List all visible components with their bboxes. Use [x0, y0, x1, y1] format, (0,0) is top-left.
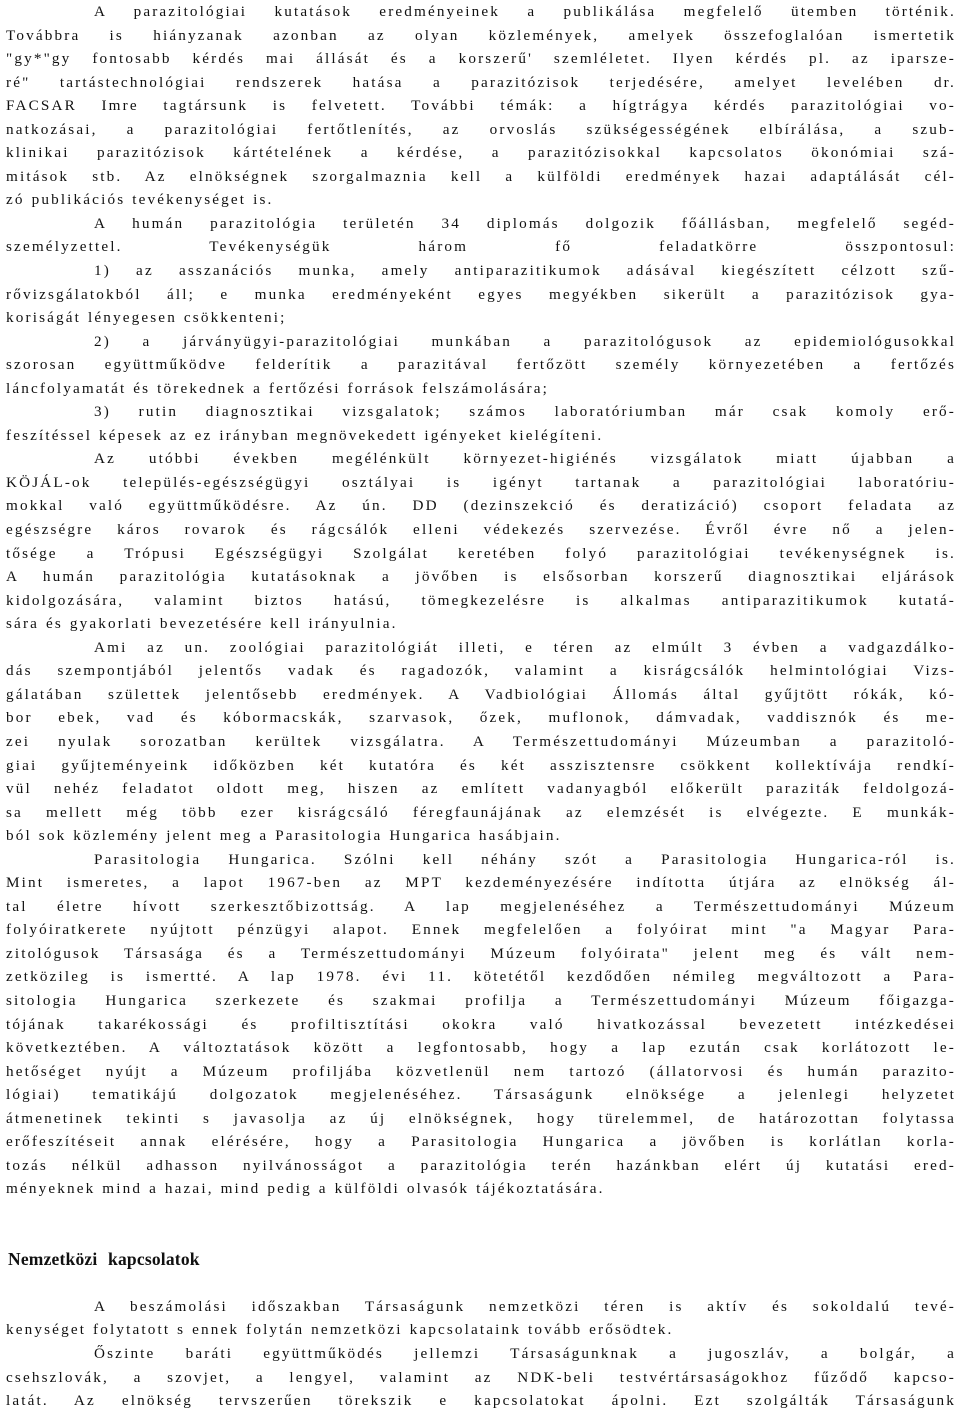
text-line: Mint ismeretes, a lapot 1967-ben az MPT kezdeményezésére indította útjára az elnökség ál- — [6, 874, 956, 892]
text-line: átmenetinek tekinti s javasolja az új elnökségnek, hogy türelemmel, de határozottan folytassa — [6, 1109, 956, 1127]
text-line: "gy*"gy fontosabb kérdés mai állását és a korszerű' szemléletet. Ilyen kérdés pl. az iparsze- — [6, 50, 956, 68]
text-line: Őszinte baráti együttműködés jellemzi Társaságunknak a jugoszláv, a bolgár, a — [94, 1344, 956, 1362]
text-line: lógiai) tematikájú dolgozatok megjelenéséhez. Társaságunk elnöksége a jelenlegi helyzetet — [6, 1086, 956, 1104]
text-line: Ami az un. zoológiai parazitológiát illeti, e téren az elmúlt 3 évben a vadgazdálko- — [94, 638, 956, 656]
text-line: latát. Az elnökség tervszerűen törekszik e kapcsolatokat ápolni. Ezt szolgálták Társaságunk — [6, 1392, 956, 1410]
text-line: Az utóbbi években megélénkült környezet-higiénés vizsgálatok miatt újabban a — [94, 450, 956, 468]
text-line: tozás nélkül adhasson nyilvánosságot a parazitológia terén hazánkban elért új kutatási ered- — [6, 1156, 956, 1174]
text-line: gálatában születtek jelentősebb eredmények. A Vadbiológiai Állomás által gyűjtött rókák, kó- — [6, 685, 956, 703]
text-line: feszítéssel képesek az ez irányban megnövekedett igényeket kielégíteni. — [6, 426, 604, 444]
text-line: sitologia Hungarica szerkezete és szakmai profilja a Természettudományi Múzeum főigazga- — [6, 991, 956, 1009]
text-line: mitások stb. Az elnökségnek szorgalmaznia kell a külföldi eredmények hazai adaptálását cél- — [6, 167, 956, 185]
text-line: A humán parazitológia területén 34 diplomás dolgozik főállásban, megfelelő segéd- — [94, 214, 956, 232]
text-line: Továbbra is hiányzanak azonban az olyan közlemények, amelyek összefoglalóan ismertetik — [6, 26, 956, 44]
text-line: A humán parazitológia kutatásoknak a jövőben is elsősorban korszerű diagnosztikai eljárások — [6, 568, 956, 586]
text-line: rővizsgálatokból áll; e munka eredményeként egyes megyékben sikerült a parazitózisok gya- — [6, 285, 956, 303]
text-line: 1) az asszanációs munka, amely antiparazitikumok adásával kiegészített célzott szű- — [94, 262, 956, 280]
text-line: ré" tartástechnológiai rendszerek hatása a parazitózisok terjedésére, amelyet levelében dr. — [6, 73, 956, 91]
text-line: KÖJÁL-ok település-egészségügyi osztályai is igényt tartanak a parazitológiai laboratóriu- — [6, 473, 956, 491]
text-line: Parasitologia Hungarica. Szólni kell néhány szót a Parasitologia Hungarica-ról is. — [94, 850, 956, 868]
text-line: csehszlovák, a szovjet, a lengyel, valamint az NDK-beli testvértársaságokhoz fűződő kapcso- — [6, 1368, 956, 1386]
text-line: vül nehéz feladatot oldott meg, hiszen az említett vadanyagból előkerült paraziták feldolgozá- — [6, 780, 956, 798]
text-line: dás szempontjából jelentős vadak és ragadozók, valamint a kisrágcsálók helmintológiai Vizs- — [6, 662, 956, 680]
text-line: zetközileg is ismertté. A lap 1978. évi 11. kötetétől kezdődően némileg megváltozott a Para- — [6, 968, 956, 986]
document-text — [6, 0, 956, 1413]
text-line: kenységet folytatott s ennek folytán nemzetközi kapcsolataink tovább erősödtek. — [6, 1321, 674, 1339]
text-line: mokkal való együttműködésre. Az ún. DD (dezinszekció és deratizáció) csoport feladata az — [6, 497, 956, 515]
text-line: sára és gyakorlati bevezetésére kell irányulnia. — [6, 615, 398, 633]
text-line: következtében. A változtatások között a legfontosabb, hogy a lap ezután csak korlátozott le- — [6, 1039, 956, 1057]
text-line: szorosan együttműködve felderítik a parazitával fertőzött személy környezetében a fertőzés — [6, 356, 956, 374]
text-line: zitológusok Társasága és a Természettudományi Múzeum folyóirata" jelent meg és vált nem- — [6, 944, 956, 962]
text-line: A beszámolási időszakban Társaságunk nemzetközi téren is aktív és sokoldalú tevé- — [94, 1297, 956, 1315]
text-line: koriságát lényegesen csökkenteni; — [6, 309, 287, 327]
text-line: A parazitológiai kutatások eredményeinek a publikálása megfelelő ütemben történik. — [94, 3, 956, 20]
text-line: tal életre hívott szerkesztőbizottság. A lap megjelenéséhez a Természettudományi Múzeum — [6, 897, 956, 915]
text-line: FACSAR Imre tagtársunk is felvetett. További témák: a hígtrágya kérdés parazitológiai vo- — [6, 97, 956, 115]
text-line: erőfeszítéseit annak elérésére, hogy a Parasitologia Hungarica a jövőben is korlátlan korla- — [6, 1133, 956, 1151]
text-line: tősége a Trópusi Egészségügyi Szolgálat keretében folyó parazitológiai tevékenységnek is. — [6, 544, 956, 562]
text-line: sa mellett még több ezer kisrágcsáló féregfaunájának az elemzését is elvégezte. E munkák- — [6, 803, 956, 821]
text-line: láncfolyamatát és törekednek a fertőzési források felszámolására; — [6, 379, 549, 397]
text-line: 3) rutin diagnosztikai vizsgalatok; számos laboratóriumban már csak komoly erő- — [94, 403, 956, 421]
text-line: egészségre káros rovarok és rágcsálók elleni védekezés szervezése. Évről évre nő a jelen- — [6, 521, 956, 539]
text-line: bor ebek, vad és kóbormacskák, szarvasok, őzek, muflonok, dámvadak, vaddisznók és me- — [6, 709, 956, 727]
text-line: natkozásai, a parazitológiai fertőtlenítés, az orvoslás szükségességének elbírálása, a szub- — [6, 120, 956, 138]
text-line: személyzettel. Tevékenységük három fő feladatkörre összpontosul: — [6, 238, 956, 256]
text-line: zó publikációs tevékenységet is. — [6, 191, 274, 209]
text-line: zei nyulak sorozatban kerültek vizsgálatra. A Természettudományi Múzeumban a parazitoló- — [6, 732, 956, 750]
text-line: tójának takarékossági és profiltisztítási okokra való hivatkozással bevezetett intézkedései — [6, 1015, 956, 1033]
text-line: hetőséget nyújt a Múzeum profiljába közvetlenül nem tartozó (állatorvosi és humán parazito- — [6, 1062, 956, 1080]
text-line: ményeknek mind a hazai, mind pedig a külföldi olvasók tájékoztatására. — [6, 1180, 605, 1198]
section-heading: Nemzetközi kapcsolatok — [8, 1248, 200, 1269]
text-line: ból sok közlemény jelent meg a Parasitologia Hungarica hasábjain. — [6, 827, 562, 845]
text-line: kidolgozására, valamint biztos hatású, tömegkezelésre is alkalmas antiparazitikumok kutatá- — [6, 591, 956, 609]
text-line: klinikai parazitózisok kártételének a kérdése, a parazitózisokkal kapcsolatos ökonómiai szá- — [6, 144, 956, 162]
text-line: giai gyűjteményeink időközben két kutatóra és két asszisztensre csökkent kollektívája rendkí- — [6, 756, 956, 774]
text-line: folyóiratkerete nyújtott pénzügyi alapot. Ennek megfelelően a folyóirat mint "a Magyar Para- — [6, 921, 956, 939]
text-line: 2) a járványügyi-parazitológiai munkában a parazitológusok az epidemiológusokkal — [94, 332, 956, 350]
